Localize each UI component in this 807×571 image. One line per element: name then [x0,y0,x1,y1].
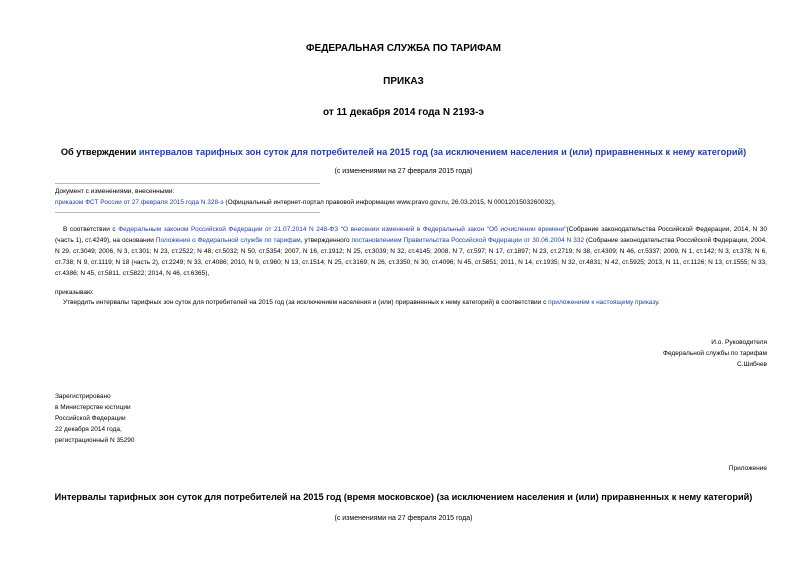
appendix-link[interactable]: приложением к настоящему приказу [548,299,658,306]
appendix-title: Интервалы тарифных зон суток для потребителей на 2015 год (время московское) (за исключением населения и (или) приравненных к нему категорий) [54,492,753,502]
appendix-changes-note: (с изменениями на 27 февраля 2015 года) [334,515,473,522]
title-link[interactable]: интервалов тарифных зон суток для потребителей на 2015 год (за исключением населения и (или) приравненных к нему категорий) [138,147,747,157]
order-word: приказываю: [55,289,94,296]
order-text-body: Утвердить интервалы тарифных зон суток для потребителей на 2015 год (за исключением населения и (или) приравненных к нему категорий) в соответствии с [63,299,549,306]
preamble-text-4: (Собрание законодательства Российской Федерации, 2004, N 29, ст.3049; 2006, N 3, ст.301; N 23, ст.2522; N 48, ст.5032; N 50, ст.5354; 2007, N 16, ст.1912; N 25, ст.3039; N 32, ст.4145; 2008, N 7, ст.597; N 17, ст.1897; N 23, ст.2719; N 38, ст.4309; N 46, ст.5337; 2009, N 1, ст.142; N 3, ст.378; N 6, ст.738; N 9, ст.1119; N 18 (часть 2), ст.2249; N 33, ст.4086; 2010, N 9, ст.960; N 13, ст.1514; N 25, ст.3169; N 26, ст.3350; N 30, ст.4096; N 45, ст.5851; 2011, N 14, ст.1935; N 32, ст.4831; N 42, ст.5925; 2013, N 11, ст.1126; N 13, ст.1555; N 33, ст.4386; N 45, ст.5811, ст.5822; 2014, N 46, ст.6365), [55,237,768,277]
amendment-link[interactable]: приказом ФСТ России от 27 февраля 2015 года N 328-э [55,199,224,206]
signature-position: И.о. Руководителя [711,339,767,346]
registration-line-2: в Министерстве юстиции [55,404,131,411]
title-prefix: Об утверждении [60,147,139,157]
federal-law-link[interactable]: Федеральным законом Российской Федерации от 21.07.2014 N 248-ФЗ "О внесении изменений в Федеральный закон "Об исчислении времени" [118,226,567,233]
preamble-text-1: В соответствии с [63,226,119,233]
order-text-end: . [657,299,660,306]
amendments-label: Документ с изменениями, внесенными: [55,188,175,195]
registration-block [55,391,135,446]
regulation-link[interactable]: Положения о Федеральной службе по тарифам [155,237,301,244]
document-type: ПРИКАЗ [383,76,424,87]
registration-line-4: 22 декабря 2014 года, [55,426,122,433]
registration-line-5: регистрационный N 35290 [55,437,135,444]
preamble-text-2: (Собрание законодательства Российской Федерации, 2014, N 30 (часть 1), ст.4249), на основании [55,226,767,244]
appendix-label: Приложение [728,465,767,472]
changes-note: (с изменениями на 27 февраля 2015 года) [334,168,473,175]
amendments-entry [55,197,556,208]
signature-agency: Федеральной службы по тарифам [663,350,767,357]
signature-block [560,337,767,370]
preamble-text-3: , утвержденного [300,237,352,244]
box-bottom-rule [55,212,320,213]
document-title [0,147,807,157]
box-top-rule [55,183,320,184]
preamble-paragraph [55,224,767,279]
document-date-number: от 11 декабря 2014 года N 2193-э [323,107,484,118]
agency-name: ФЕДЕРАЛЬНАЯ СЛУЖБА ПО ТАРИФАМ [306,43,501,54]
order-text [63,297,660,308]
registration-line-1: Зарегистрировано [55,393,111,400]
signature-name: С.Шибчев [736,361,767,368]
government-decree-link[interactable]: постановлением Правительства Российской Федерации от 30.06.2004 N 332 [351,237,585,244]
registration-line-3: Российской Федерации [55,415,126,422]
amendment-source: (Официальный интернет-портал правовой информации www.pravo.gov.ru, 26.03.2015, N 0001201503260032). [223,199,556,206]
